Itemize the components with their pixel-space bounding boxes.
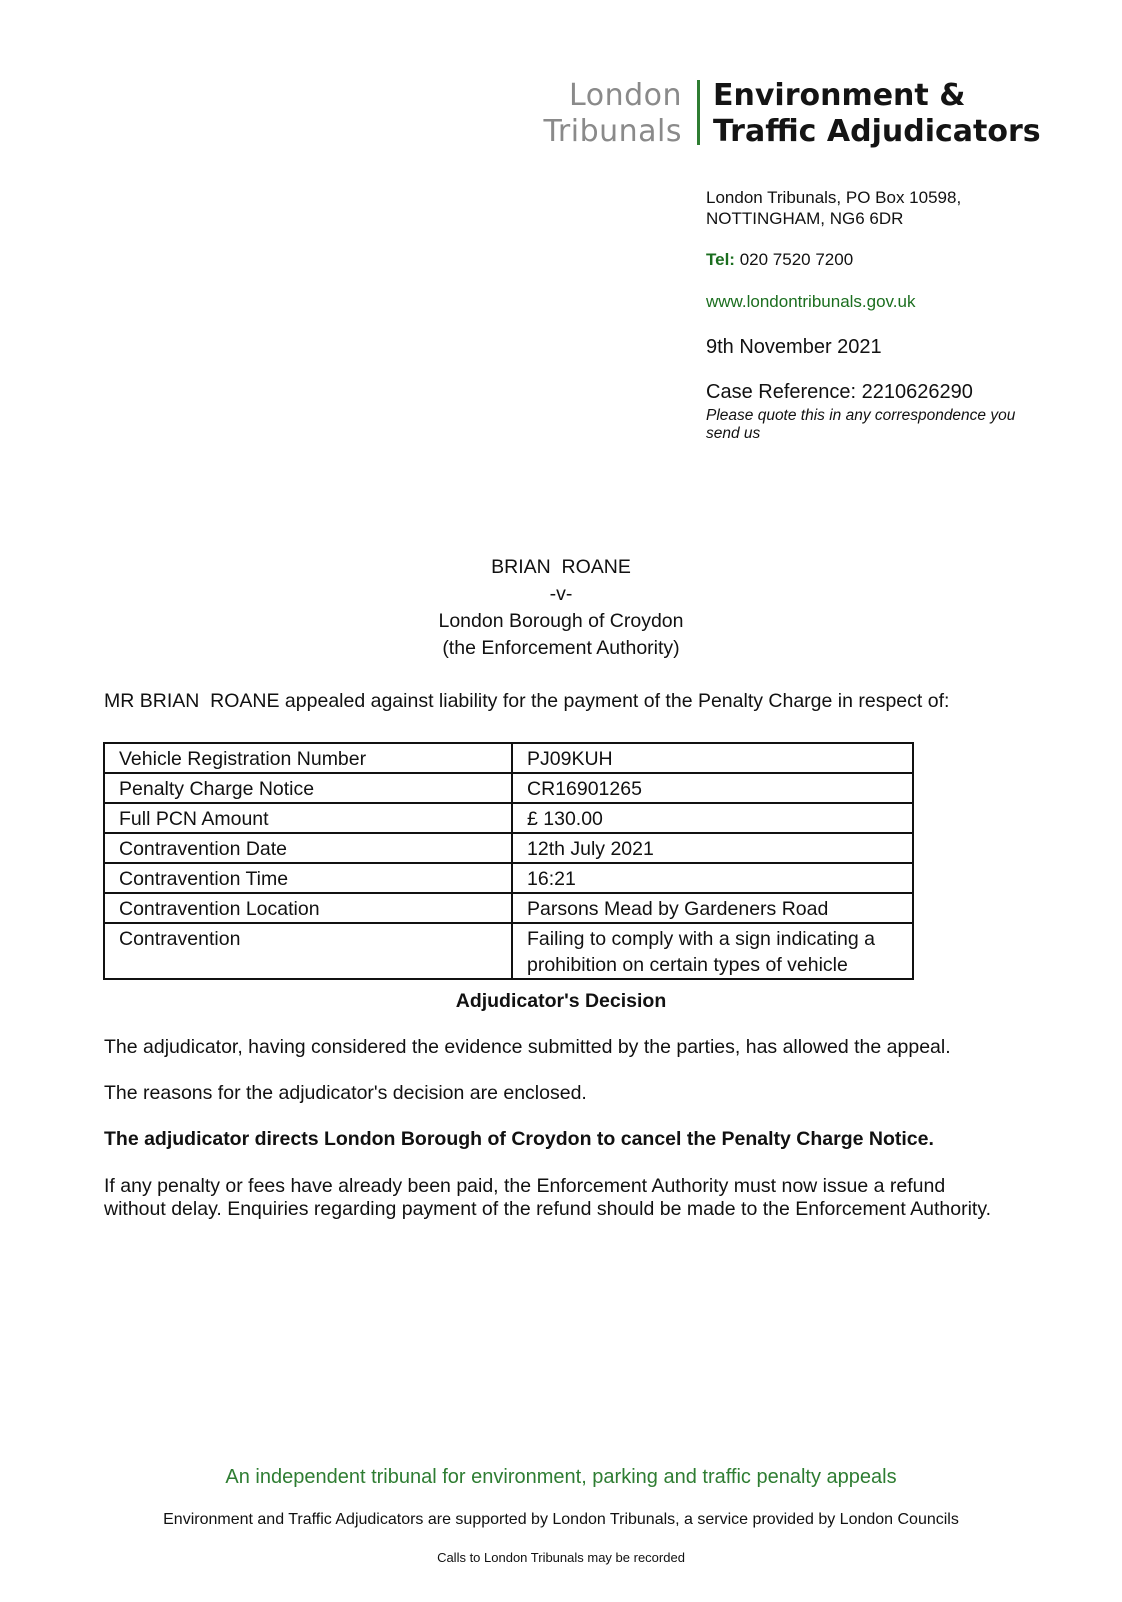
footer-recorded: Calls to London Tribunals may be recorded [437,1550,685,1565]
logo-line-traffic-adjudicators: Traffic Adjudicators [713,114,1041,149]
authority-role: (the Enforcement Authority) [442,637,680,659]
logo-divider [697,80,700,145]
table-row [104,743,913,773]
authority-name: London Borough of Croydon [438,610,684,632]
row-label: Contravention Time [104,863,512,893]
telephone [706,250,853,270]
table-row [104,773,913,803]
row-label: Contravention Date [104,833,512,863]
decision-paragraph-refund: If any penalty or fees have already been paid, the Enforcement Authority must now issue a refund without delay. Enquiries regarding payment of the refund should be made to the Enforcement Authority. [104,1175,992,1220]
logo-line-environment: Environment & [713,78,966,113]
row-value: £ 130.00 [512,803,913,833]
pcn-details-table [103,742,914,980]
decision-paragraph-reasons: The reasons for the adjudicator's decision are enclosed. [104,1082,587,1104]
decision-heading: Adjudicator's Decision [455,990,667,1012]
appellant-name: BRIAN ROANE [491,556,631,578]
address-line-2: NOTTINGHAM, NG6 6DR [706,209,904,228]
row-label: Contravention [104,923,512,979]
decision-paragraph-allowed: The adjudicator, having considered the evidence submitted by the parties, has allowed the appeal. [104,1036,951,1058]
versus: -v- [549,583,573,605]
logo-eta [713,78,1073,150]
table-row [104,863,913,893]
website-link[interactable]: www.londontribunals.gov.uk [706,292,916,311]
table-row [104,893,913,923]
tel-number: 020 7520 7200 [739,250,854,269]
appeal-intro: MR BRIAN ROANE appealed against liability for the payment of the Penalty Charge in respect of: [104,690,950,712]
parties-block [0,554,1122,662]
decision-paragraph-direction: The adjudicator directs London Borough of Croydon to cancel the Penalty Charge Notice. [104,1128,934,1150]
row-value: Parsons Mead by Gardeners Road [512,893,913,923]
postal-address [706,187,1066,229]
table-row [104,803,913,833]
quote-note: Please quote this in any correspondence you send us [706,407,1016,442]
table-row [104,833,913,863]
footer-tagline: An independent tribunal for environment, parking and traffic penalty appeals [225,1466,897,1488]
case-reference: Case Reference: 2210626290 [706,381,973,403]
letter-date: 9th November 2021 [706,336,882,358]
row-label: Full PCN Amount [104,803,512,833]
row-label: Penalty Charge Notice [104,773,512,803]
logo-line-tribunals: Tribunals [543,114,682,149]
row-value: 16:21 [512,863,913,893]
footer-support: Environment and Traffic Adjudicators are supported by London Tribunals, a service provided by London Councils [163,1511,959,1528]
tel-label: Tel: [706,250,735,269]
row-value: PJ09KUH [512,743,913,773]
logo-london-tribunals [520,78,682,150]
address-line-1: London Tribunals, PO Box 10598, [706,188,962,207]
row-label: Contravention Location [104,893,512,923]
logo-line-london: London [569,78,682,113]
row-value: 12th July 2021 [512,833,913,863]
row-value: CR16901265 [512,773,913,803]
row-label: Vehicle Registration Number [104,743,512,773]
table-row [104,923,913,979]
row-value: Failing to comply with a sign indicating a prohibition on certain types of vehicle [512,923,913,979]
